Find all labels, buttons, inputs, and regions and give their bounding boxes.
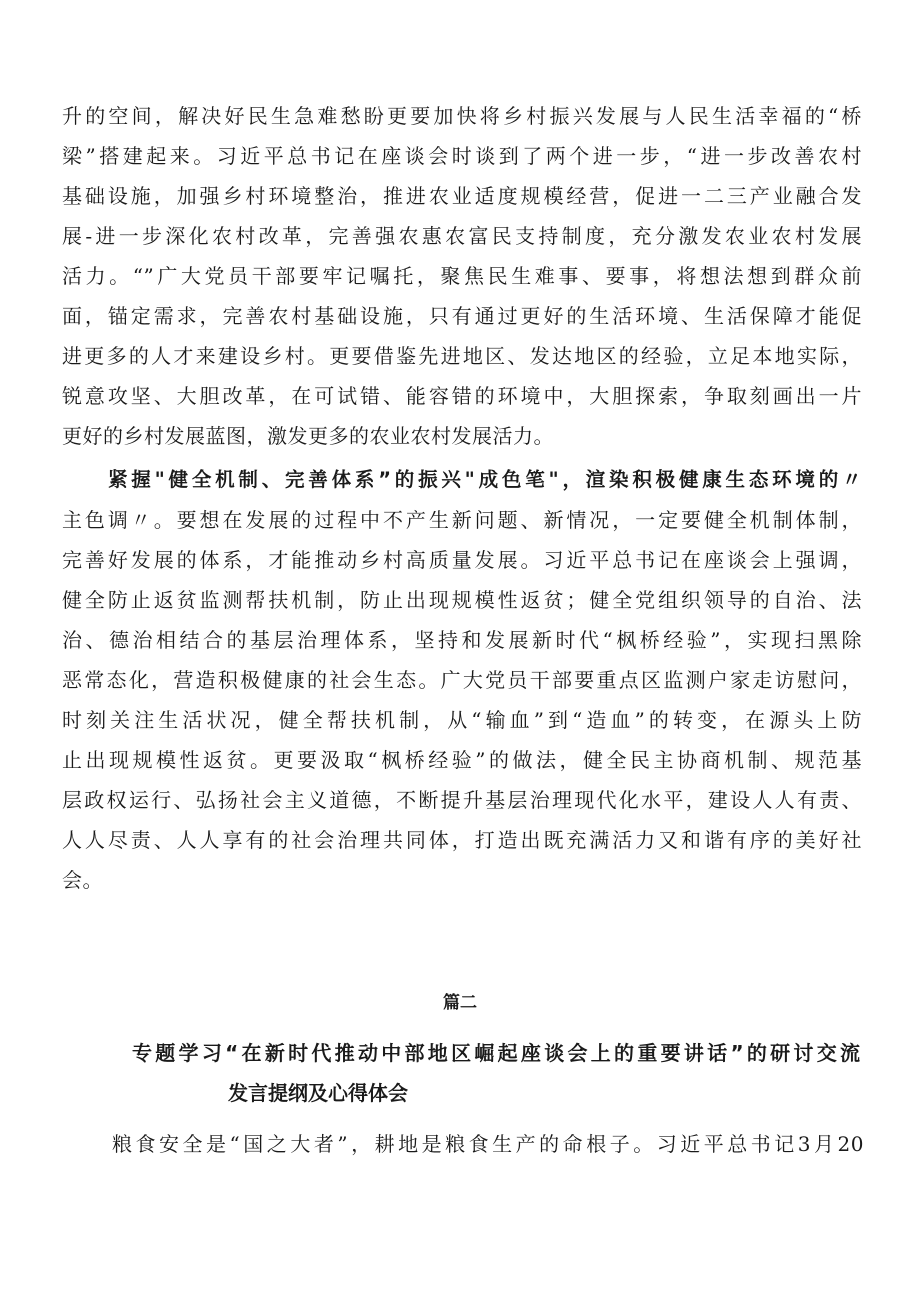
paragraph-lead-heading: 紧握"健全机制、完善体系”的振兴"成色笔"，渲染积极健康生态环境的〃 <box>108 468 862 491</box>
text-line: 时刻关注生活状况，健全帮扶机制，从“输血”到“造血”的转变，在源头上防 <box>62 708 862 732</box>
text-line: 更好的乡村发展蓝图，激发更多的农业农村发展活力。 <box>62 424 554 448</box>
text-line: 会。 <box>62 868 103 892</box>
text-line: 主色调〃。要想在发展的过程中不产生新问题、新情况，一定要健全机制体制， <box>62 508 862 532</box>
text-line: 治、德治相结合的基层治理体系，坚持和发展新时代“枫桥经验”，实现扫黑除 <box>62 628 862 652</box>
section-title-line-1: 专题学习“在新时代推动中部地区崛起座谈会上的重要讲话”的研讨交流 <box>132 1041 860 1065</box>
text-line: 面，锚定需求，完善农村基础设施，只有通过更好的生活环境、生活保障才能促 <box>62 304 862 328</box>
section-heading: 篇二 <box>443 993 477 1013</box>
section-title-line-2: 发言提纲及心得体会 <box>228 1081 408 1105</box>
text-line: 层政权运行、弘扬社会主义道德，不断提升基层治理现代化水平，建设人人有责、 <box>62 788 862 812</box>
section-first-line: 粮食安全是“国之大者”，耕地是粮食生产的命根子。习近平总书记3月20 <box>112 1132 864 1156</box>
text-line: 锐意攻坚、大胆改革，在可试错、能容错的环境中，大胆探索，争取刻画出一片 <box>62 384 862 408</box>
text-line: 恶常态化，营造积极健康的社会生态。广大党员干部要重点区监测户家走访慰问， <box>62 668 862 692</box>
text-line: 健全防止返贫监测帮扶机制，防止出现规模性返贫；健全党组织领导的自治、法 <box>62 588 862 612</box>
text-line: 展-进一步深化农村改革，完善强农惠农富民支持制度，充分激发农业农村发展 <box>62 224 862 248</box>
text-line: 止出现规模性返贫。更要汲取“枫桥经验”的做法，健全民主协商机制、规范基 <box>62 748 862 772</box>
text-line: 活力。“”广大党员干部要牢记嘱托，聚焦民生难事、要事，将想法想到群众前 <box>62 264 862 288</box>
text-line: 进更多的人才来建设乡村。更要借鉴先进地区、发达地区的经验，立足本地实际， <box>62 344 862 368</box>
document-body <box>62 96 862 900</box>
text-line: 完善好发展的体系，才能推动乡村高质量发展。习近平总书记在座谈会上强调， <box>62 548 862 572</box>
text-line: 人人尽责、人人享有的社会治理共同体，打造出既充满活力又和谐有序的美好社 <box>62 828 862 852</box>
text-line: 基础设施，加强乡村环境整治，推进农业适度规模经营，促进一二三产业融合发 <box>62 184 862 208</box>
text-line: 梁”搭建起来。习近平总书记在座谈会时谈到了两个进一步，“进一步改善农村 <box>62 144 862 168</box>
text-line: 升的空间，解决好民生急难愁盼更要加快将乡村振兴发展与人民生活幸福的“桥 <box>62 104 862 128</box>
